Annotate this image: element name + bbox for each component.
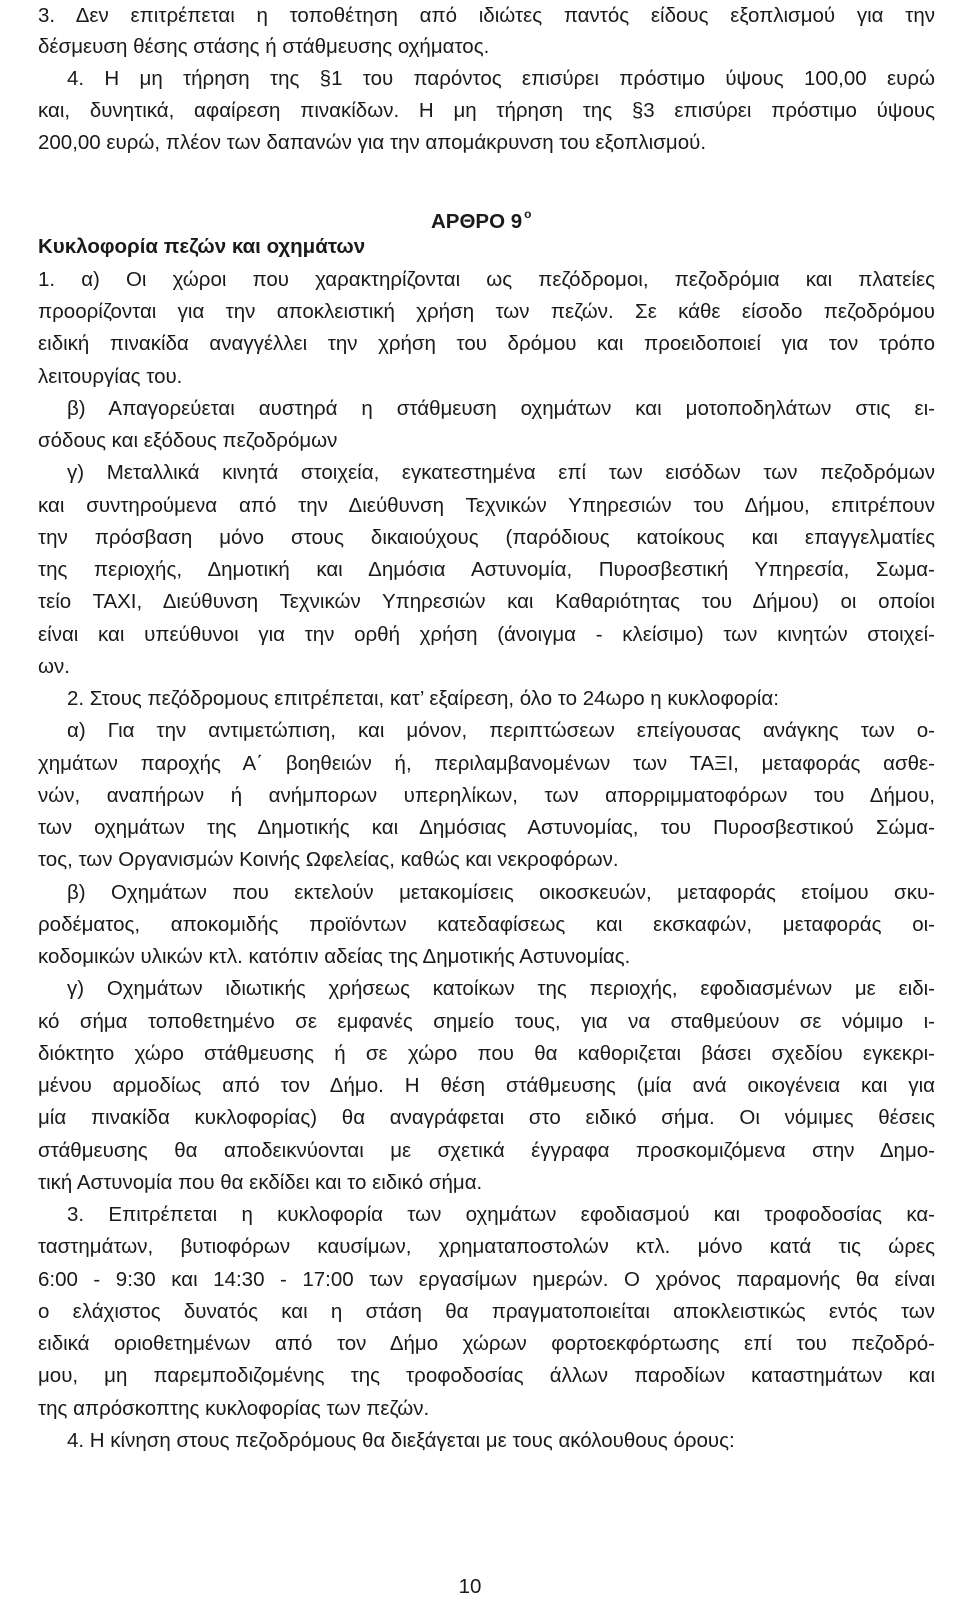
text-line: την πρόσβαση μόνο στους δικαιούχους (παρόδιους κατοίκους και επαγγελματίες — [38, 526, 935, 549]
text-line: τείο ΤΑΧΙ, Διεύθυνση Τεχνικών Υπηρεσιών και Καθαριότητας του Δήμου) οι οποίοι — [38, 590, 935, 613]
page-number: 10 — [458, 1575, 482, 1598]
text-line: προορίζονται για την αποκλειστική χρήση των πεζών. Σε κάθε είσοδο πεζοδρόμου — [38, 300, 935, 323]
text-line: ταστημάτων, βυτιοφόρων καυσίμων, χρηματαποστολών κτλ. μόνο κατά τις ώρες — [38, 1235, 935, 1258]
text-line: ροδέματος, αποκομιδής προϊόντων κατεδαφίσεως και εκσκαφών, μεταφοράς οι- — [38, 913, 935, 936]
text-line: α) Για την αντιμετώπιση, και μόνον, περιπτώσεων επείγουσας ανάγκης των ο- — [67, 719, 935, 742]
text-line: διόκτητο χώρο στάθμευσης ή σε χώρο που θα καθοριζεται βάσει σχεδίου εγκεκρι- — [38, 1042, 935, 1065]
text-line: 3. Επιτρέπεται η κυκλοφορία των οχημάτων εφοδιασμού και τροφοδοσίας κα- — [67, 1203, 935, 1226]
text-line: 4. Η κίνηση στους πεζοδρόμους θα διεξάγεται με τους ακόλουθους όρους: — [67, 1429, 735, 1452]
text-line: ων. — [38, 655, 70, 678]
text-line: 3. Δεν επιτρέπεται η τοποθέτηση από ιδιώτες παντός είδους εξοπλισμού για την — [38, 4, 935, 27]
text-line: 200,00 ευρώ, πλέον των δαπανών για την απομάκρυνση του εξοπλισμού. — [38, 131, 707, 154]
text-line: της περιοχής, Δημοτική και Δημόσια Αστυνομία, Πυροσβεστική Υπηρεσία, Σωμα- — [38, 558, 935, 581]
text-line: κοδομικών υλικών κτλ. κατόπιν αδείας της Δημοτικής Αστυνομίας. — [38, 945, 631, 968]
text-line: λειτουργίας του. — [38, 365, 183, 388]
article-subtitle: Κυκλοφορία πεζών και οχημάτων — [38, 235, 366, 258]
text-line: ο ελάχιστος δυνατός και η στάση θα πραγματοποιείται αποκλειστικώς εντός των — [38, 1300, 935, 1323]
text-line: 4. Η μη τήρηση της §1 του παρόντος επισύρει πρόστιμο ύψους 100,00 ευρώ — [67, 67, 935, 90]
text-line: 1. α) Οι χώροι που χαρακτηρίζονται ως πεζόδρομοι, πεζοδρόμια και πλατείες — [38, 268, 935, 291]
text-line: κό σήμα τοποθετημένο σε εμφανές σημείο τους, για να σταθμεύουν σε νόμιμο ι- — [38, 1010, 935, 1033]
text-line: της απρόσκοπτης κυκλοφορίας των πεζών. — [38, 1397, 430, 1420]
text-line: χημάτων παροχής Α΄ βοηθειών ή, περιλαμβανομένων των ΤΑΞΙ, μεταφοράς ασθε- — [38, 752, 935, 775]
text-line: γ) Μεταλλικά κινητά στοιχεία, εγκατεστημένα επί των εισόδων των πεζοδρόμων — [67, 461, 935, 484]
text-line: γ) Οχημάτων ιδιωτικής χρήσεως κατοίκων της περιοχής, εφοδιασμένων με ειδι- — [67, 977, 935, 1000]
text-line: μου, μη παρεμποδιζομένης της τροφοδοσίας άλλων παροδίων καταστημάτων και — [38, 1364, 935, 1387]
text-line: β) Απαγορεύεται αυστηρά η στάθμευση οχημάτων και μοτοποδηλάτων στις ει- — [67, 397, 935, 420]
text-line: τος, των Οργανισμών Κοινής Ωφελείας, καθώς και νεκροφόρων. — [38, 848, 619, 871]
text-line: β) Οχημάτων που εκτελούν μετακομίσεις οικοσκευών, μεταφοράς ετοίμου σκυ- — [67, 881, 935, 904]
text-line: στάθμευσης θα αποδεικνύονται με σχετικά έγγραφα προσκομιζόμενα στην Δημο- — [38, 1139, 935, 1162]
text-line: και συντηρούμενα από την Διεύθυνση Τεχνικών Υπηρεσιών του Δήμου, επιτρέπουν — [38, 494, 935, 517]
text-line: 6:00 - 9:30 και 14:30 - 17:00 των εργασίμων ημερών. Ο χρόνος παραμονής θα είναι — [38, 1268, 935, 1291]
article-title-superscript: ο — [524, 207, 532, 221]
text-line: ειδική πινακίδα αναγγέλλει την χρήση του δρόμου και προειδοποιεί για τον τρόπο — [38, 332, 935, 355]
text-line: είναι και υπεύθυνοι για την ορθή χρήση (άνοιγμα - κλείσιμο) των κινητών στοιχεί- — [38, 623, 935, 646]
text-line: 2. Στους πεζόδρομους επιτρέπεται, κατ’ εξαίρεση, όλο το 24ωρο η κυκλοφορία: — [67, 687, 779, 710]
text-line: νών, αναπήρων ή ανήμπορων υπερηλίκων, των απορριμματοφόρων του Δήμου, — [38, 784, 935, 807]
text-line: ειδικά οριοθετημένων από τον Δήμο χώρων φορτοεκφόρτωσης επί του πεζοδρό- — [38, 1332, 935, 1355]
text-line: δέσμευση θέσης στάσης ή στάθμευσης οχήματος. — [38, 35, 490, 58]
text-line: των οχημάτων της Δημοτικής και Δημόσιας Αστυνομίας, του Πυροσβεστικού Σώμα- — [38, 816, 935, 839]
text-line: τική Αστυνομία που θα εκδίδει και το ειδικό σήμα. — [38, 1171, 483, 1194]
text-line: και, δυνητικά, αφαίρεση πινακίδων. Η μη τήρηση της §3 επισύρει πρόστιμο ύψους — [38, 99, 935, 122]
article-title-text: ΑΡΘΡΟ 9 — [431, 210, 523, 233]
text-line: μένου αρμοδίως από τον Δήμο. Η θέση στάθμευσης (μία ανά οικογένεια και για — [38, 1074, 935, 1097]
text-line: σόδους και εξόδους πεζοδρόμων — [38, 429, 338, 452]
text-line: μία πινακίδα κυκλοφορίας) θα αναγράφεται στο ειδικό σήμα. Οι νόμιμες θέσεις — [38, 1106, 935, 1129]
article-title — [431, 199, 531, 237]
